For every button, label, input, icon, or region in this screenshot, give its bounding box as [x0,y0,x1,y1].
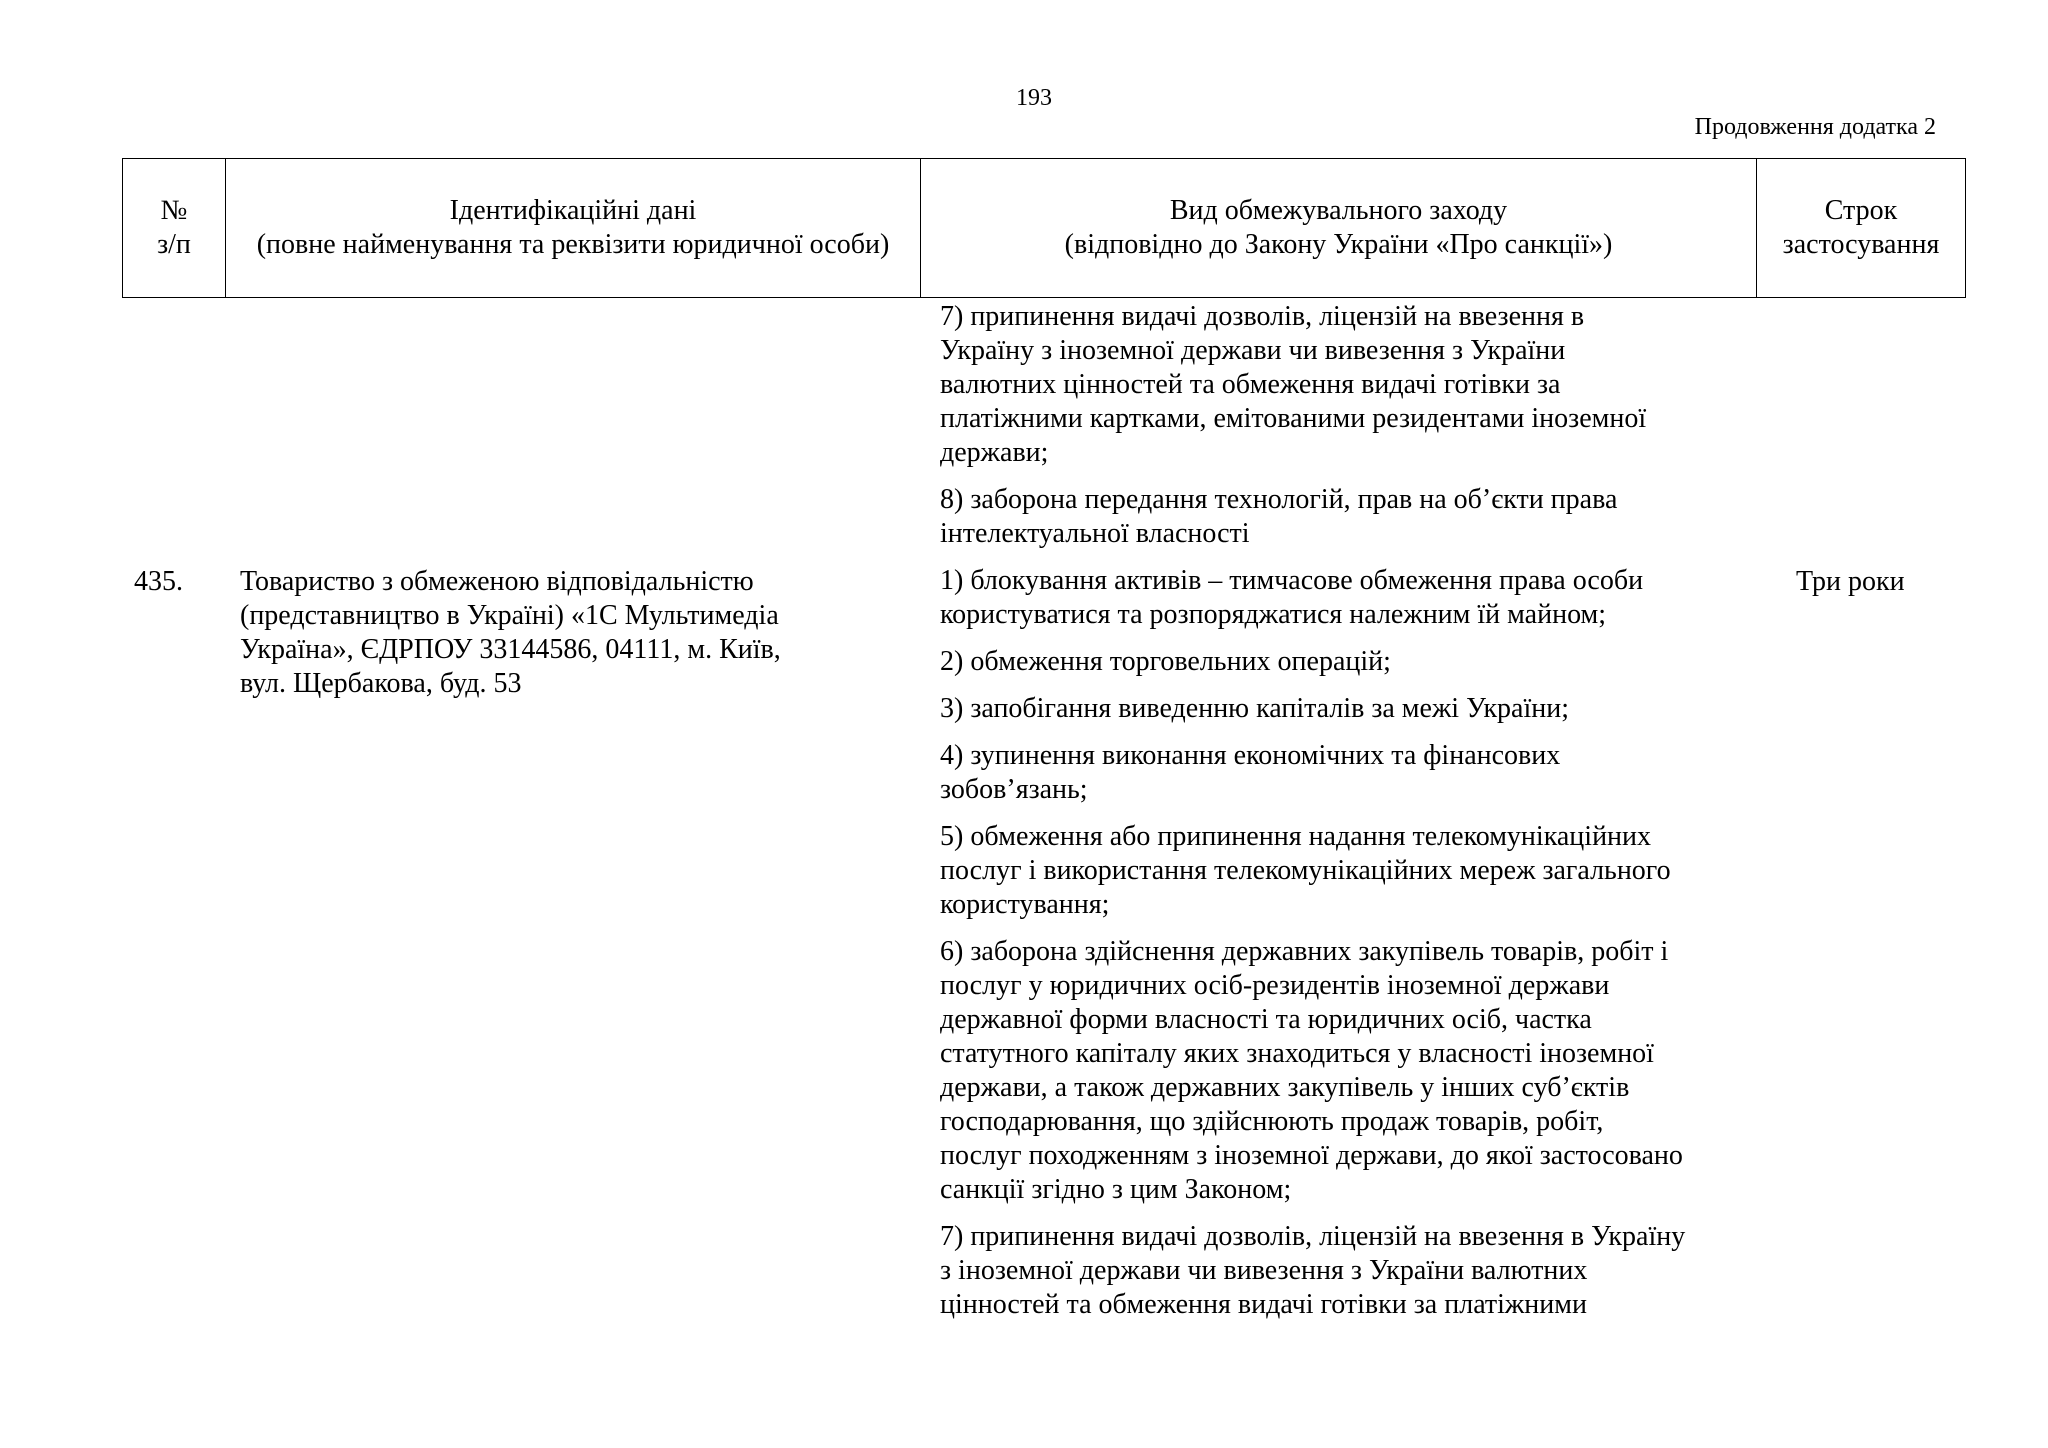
measure-line: 5) обмеження або припинення надання телекомунікаційних [940,821,1652,852]
measure-line: 2) обмеження торговельних операцій; [940,646,1391,677]
measure-line: послуг походженням з іноземної держави, до якої застосовано [940,1140,1683,1171]
measure-line: цінностей та обмеження видачі готівки за платіжними [940,1289,1587,1320]
measure-line: державної форми власності та юридичних осіб, частка [940,1004,1592,1035]
measure-7 [940,1220,1740,1322]
header-measure-column [921,159,1757,297]
measure-line: господарювання, що здійснюють продаж товарів, робіт, [940,1106,1604,1137]
measure-line: 4) зупинення виконання економічних та фінансових [940,740,1561,771]
measure-line: 7) припинення видачі дозволів, ліцензій на ввезення в Україну [940,1221,1686,1252]
measure-6 [940,935,1740,1207]
measure-line: валютних цінностей та обмеження видачі готівки за [940,369,1561,400]
measure-line: 1) блокування активів – тимчасове обмеження права особи [940,565,1644,596]
measure-line: держави; [940,437,1049,468]
entity-line: Україна», ЄДРПОУ 33144586, 04111, м. Київ, [240,634,781,665]
entity-line: (представництво в Україні) «1С Мультимедіа [240,600,779,631]
row-number: 435. [134,566,183,597]
header-term-line-2: застосування [1782,229,1940,260]
measure-2 [940,645,1740,679]
measure-line: платіжними картками, емітованими резидентами іноземної [940,403,1647,434]
measure-line: санкції згідно з цим Законом; [940,1174,1292,1205]
measure-line: користуватися та розпоряджатися належним їй майном; [940,599,1607,630]
measure-line: держави, а також державних закупівель у інших суб’єктів [940,1072,1630,1103]
header-identification-line-2: (повне найменування та реквізити юридичної особи) [256,229,890,260]
header-number-line-2: з/п [157,229,191,260]
measure-line: послуг і використання телекомунікаційних мереж загального [940,855,1671,886]
continuation-label: Продовження додатка 2 [1694,114,1936,140]
measure-1 [940,564,1740,632]
carryover-measure-8 [940,483,1740,551]
header-measure-line-1: Вид обмежувального заходу [1169,195,1508,226]
entity-identification [240,565,860,701]
measure-line: 3) запобігання виведенню капіталів за межі України; [940,693,1570,724]
header-identification-line-1: Ідентифікаційні дані [449,195,697,226]
measure-line: інтелектуальної власності [940,518,1250,549]
header-term-line-1: Строк [1824,195,1898,226]
header-measure-line-2: (відповідно до Закону України «Про санкції») [1064,229,1613,260]
measure-line: зобов’язань; [940,774,1088,805]
entity-line: вул. Щербакова, буд. 53 [240,668,522,699]
carryover-measure-7 [940,300,1740,470]
header-term-column [1757,159,1965,297]
header-identification-column [226,159,921,297]
measure-5 [940,820,1740,922]
measure-line: 7) припинення видачі дозволів, ліцензій на ввезення в [940,301,1585,332]
table-header [122,158,1966,298]
measure-line: 8) заборона передання технологій, прав на об’єкти права [940,484,1618,515]
header-number-column [123,159,226,297]
application-term: Три роки [1796,566,1905,597]
measures-column [940,300,1740,1335]
measure-line: Україну з іноземної держави чи вивезення з України [940,335,1566,366]
entity-line: Товариство з обмеженою відповідальністю [240,566,754,597]
measure-line: послуг у юридичних осіб-резидентів іноземної держави [940,970,1610,1001]
measure-line: 6) заборона здійснення державних закупівель товарів, робіт і [940,936,1669,967]
page-number: 193 [1016,85,1052,111]
header-number-line-1: № [160,195,188,226]
measure-4 [940,739,1740,807]
measure-line: статутного капіталу яких знаходиться у власності іноземної [940,1038,1654,1069]
measure-3 [940,692,1740,726]
measure-line: з іноземної держави чи вивезення з України валютних [940,1255,1588,1286]
measure-line: користування; [940,889,1110,920]
